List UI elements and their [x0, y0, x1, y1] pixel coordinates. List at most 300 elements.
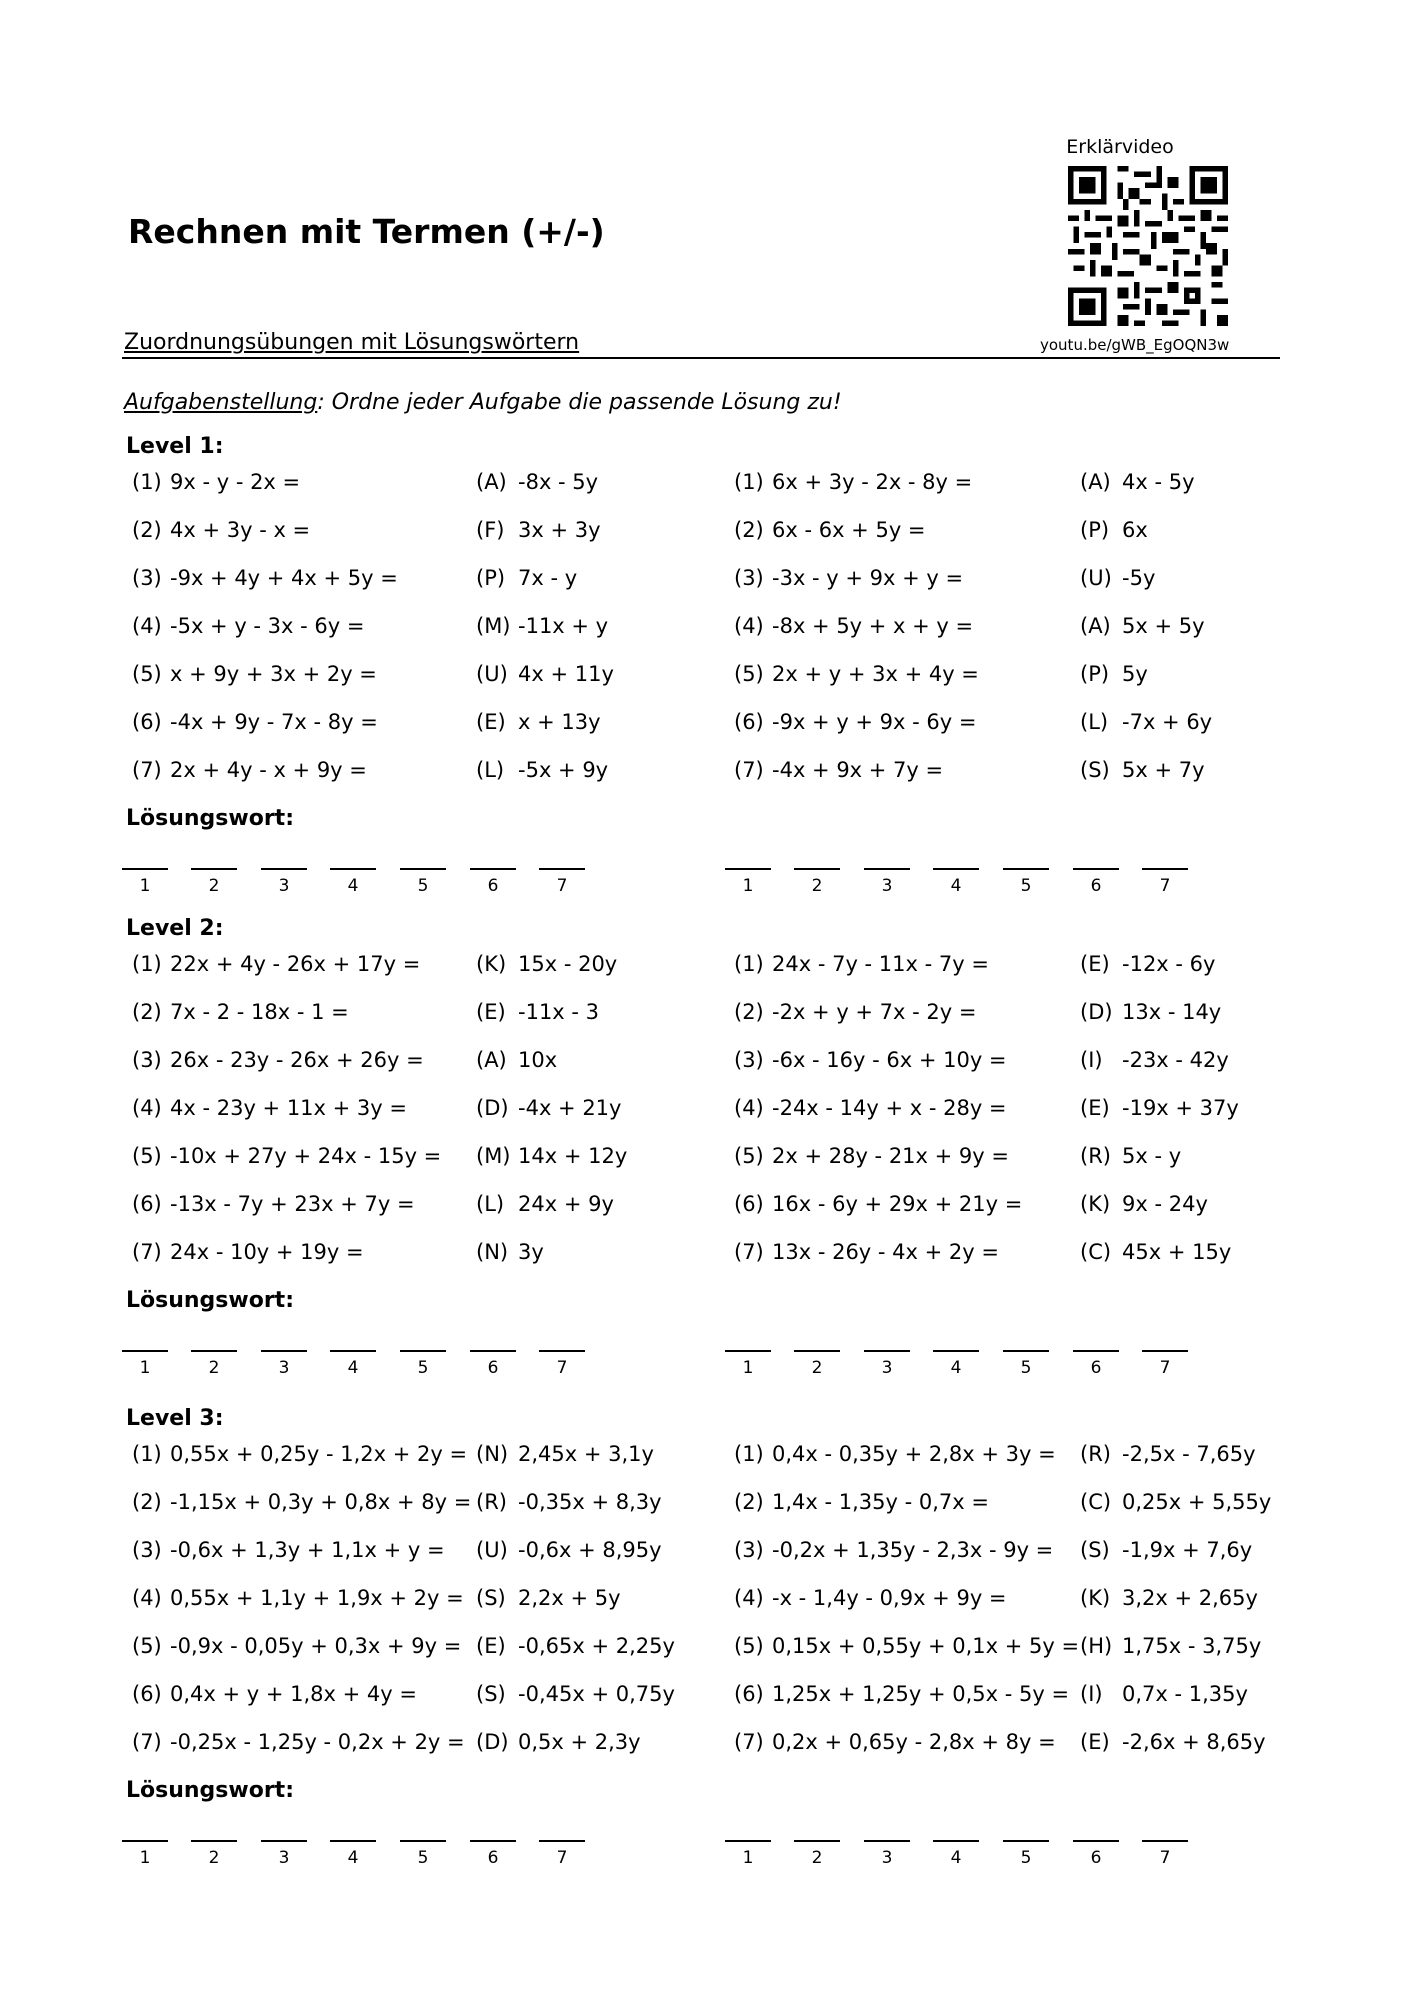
solution-row	[1080, 1682, 1280, 1712]
solution-value: -2,6x + 8,65y	[1122, 1730, 1266, 1754]
solution-value: -5y	[1122, 566, 1156, 590]
solution-value: -11x + y	[518, 614, 609, 638]
solution-row	[1080, 1490, 1280, 1520]
solution-letter: (D)	[476, 1096, 509, 1120]
answer-blank[interactable]	[191, 1350, 237, 1378]
answer-blank[interactable]	[794, 1840, 840, 1868]
solution-letter: (A)	[476, 1048, 507, 1072]
solution-word-label: Lösungswort:	[126, 1778, 294, 1803]
task-number: (4)	[132, 1096, 162, 1120]
blank-number: 2	[811, 1848, 823, 1868]
blank-number: 2	[208, 1358, 220, 1378]
blank-number: 7	[556, 876, 568, 896]
answer-line	[933, 1840, 979, 1842]
solution-value: 3x + 3y	[518, 518, 601, 542]
blank-number: 3	[881, 876, 893, 896]
answer-blank[interactable]	[864, 868, 910, 896]
answer-blank[interactable]	[330, 1350, 376, 1378]
answer-line	[1003, 868, 1049, 870]
solution-row	[476, 952, 676, 982]
task-expression: 7x - 2 - 18x - 1 =	[170, 1000, 349, 1024]
blank-number: 2	[208, 876, 220, 896]
task-row	[734, 1730, 1074, 1760]
answer-blank[interactable]	[400, 1350, 446, 1378]
blank-number: 2	[811, 1358, 823, 1378]
solution-value: -4x + 21y	[518, 1096, 622, 1120]
answer-line	[1073, 1350, 1119, 1352]
task-number: (1)	[734, 470, 764, 494]
task-row	[132, 710, 472, 740]
solution-row	[1080, 518, 1280, 548]
level-section	[0, 1406, 1414, 1876]
answer-blank[interactable]	[330, 1840, 376, 1868]
video-link[interactable]: youtu.be/gWB_EgOQN3w	[1040, 336, 1230, 354]
task-row	[734, 1586, 1074, 1616]
task-number: (4)	[132, 1586, 162, 1610]
task-row	[132, 1442, 472, 1472]
answer-line	[725, 1350, 771, 1352]
solution-word-label: Lösungswort:	[126, 806, 294, 831]
task-row	[132, 470, 472, 500]
task-expression: 1,4x - 1,35y - 0,7x =	[772, 1490, 989, 1514]
answer-blank[interactable]	[1003, 868, 1049, 896]
blank-number: 6	[487, 876, 499, 896]
task-number: (1)	[132, 1442, 162, 1466]
task-number: (7)	[132, 1240, 162, 1264]
solution-value: 7x - y	[518, 566, 578, 590]
solution-row	[476, 614, 676, 644]
task-row	[734, 566, 1074, 596]
answer-blank[interactable]	[122, 1840, 168, 1868]
solution-letter: (P)	[1080, 662, 1110, 686]
task-instruction	[124, 390, 842, 415]
blank-number: 1	[742, 876, 754, 896]
task-row	[132, 1192, 472, 1222]
task-number: (7)	[132, 1730, 162, 1754]
task-row	[132, 1682, 472, 1712]
task-row	[132, 518, 472, 548]
solution-word-label: Lösungswort:	[126, 1288, 294, 1313]
task-number: (7)	[734, 758, 764, 782]
task-expression: -24x - 14y + x - 28y =	[772, 1096, 1007, 1120]
solution-letter: (S)	[476, 1586, 506, 1610]
solution-row	[476, 1144, 676, 1174]
solution-value: -0,6x + 8,95y	[518, 1538, 662, 1562]
answer-blank[interactable]	[1142, 1840, 1188, 1868]
solution-value: 3,2x + 2,65y	[1122, 1586, 1258, 1610]
answer-blank[interactable]	[330, 868, 376, 896]
blank-number: 6	[1090, 876, 1102, 896]
task-row	[132, 1730, 472, 1760]
solution-letter: (E)	[476, 1000, 506, 1024]
task-expression: 0,55x + 0,25y - 1,2x + 2y =	[170, 1442, 468, 1466]
answer-blank[interactable]	[191, 1840, 237, 1868]
solution-value: 5x - y	[1122, 1144, 1182, 1168]
answer-blank[interactable]	[122, 1350, 168, 1378]
answer-blank[interactable]	[725, 868, 771, 896]
solution-letter: (I)	[1080, 1682, 1103, 1706]
answer-line	[794, 868, 840, 870]
level-title: Level 2:	[126, 916, 224, 941]
task-row	[132, 1144, 472, 1174]
solution-letter: (A)	[1080, 614, 1111, 638]
task-expression: -1,15x + 0,3y + 0,8x + 8y =	[170, 1490, 472, 1514]
page-title: Rechnen mit Termen (+/-)	[128, 212, 605, 251]
solution-letter: (R)	[1080, 1442, 1111, 1466]
task-row	[734, 1192, 1074, 1222]
solution-row	[1080, 1442, 1280, 1472]
answer-blank[interactable]	[1142, 868, 1188, 896]
task-expression: 0,15x + 0,55y + 0,1x + 5y =	[772, 1634, 1080, 1658]
task-number: (1)	[132, 470, 162, 494]
answer-line	[261, 1840, 307, 1842]
solution-row	[1080, 1096, 1280, 1126]
solution-letter: (E)	[1080, 1730, 1110, 1754]
solution-letter: (I)	[1080, 1048, 1103, 1072]
task-expression: 0,55x + 1,1y + 1,9x + 2y =	[170, 1586, 464, 1610]
answer-blank[interactable]	[470, 868, 516, 896]
answer-line	[191, 1840, 237, 1842]
task-expression: 6x + 3y - 2x - 8y =	[772, 470, 973, 494]
solution-value: 13x - 14y	[1122, 1000, 1222, 1024]
task-expression: 6x - 6x + 5y =	[772, 518, 926, 542]
solution-row	[476, 1096, 676, 1126]
task-expression: 0,4x - 0,35y + 2,8x + 3y =	[772, 1442, 1056, 1466]
task-expression: 22x + 4y - 26x + 17y =	[170, 952, 421, 976]
solution-row	[1080, 1730, 1280, 1760]
level-section	[0, 916, 1414, 1386]
task-expression: 0,2x + 0,65y - 2,8x + 8y =	[772, 1730, 1056, 1754]
task-row	[734, 1096, 1074, 1126]
task-expression: -9x + 4y + 4x + 5y =	[170, 566, 398, 590]
answer-line	[864, 1350, 910, 1352]
task-number: (1)	[734, 1442, 764, 1466]
solution-row	[1080, 662, 1280, 692]
answer-line	[539, 1350, 585, 1352]
solution-letter: (K)	[476, 952, 507, 976]
answer-blank[interactable]	[191, 868, 237, 896]
solution-value: 45x + 15y	[1122, 1240, 1232, 1264]
answer-blank[interactable]	[1142, 1350, 1188, 1378]
task-row	[734, 1144, 1074, 1174]
blank-number: 6	[1090, 1848, 1102, 1868]
answer-line	[261, 1350, 307, 1352]
task-expression: -9x + y + 9x - 6y =	[772, 710, 977, 734]
answer-line	[1003, 1350, 1049, 1352]
task-number: (3)	[734, 1048, 764, 1072]
blank-number: 7	[1159, 876, 1171, 896]
solution-value: 24x + 9y	[518, 1192, 614, 1216]
answer-line	[330, 1350, 376, 1352]
task-label: Aufgabenstellung	[124, 390, 318, 415]
solution-row	[1080, 1634, 1280, 1664]
answer-blank[interactable]	[261, 1840, 307, 1868]
task-expression: 26x - 23y - 26x + 26y =	[170, 1048, 424, 1072]
solution-row	[1080, 952, 1280, 982]
solution-value: 0,7x - 1,35y	[1122, 1682, 1248, 1706]
task-row	[734, 1442, 1074, 1472]
answer-blank[interactable]	[470, 1350, 516, 1378]
blank-number: 6	[487, 1358, 499, 1378]
blank-number: 3	[278, 1848, 290, 1868]
answer-blank[interactable]	[725, 1840, 771, 1868]
task-expression: -10x + 27y + 24x - 15y =	[170, 1144, 442, 1168]
solution-row	[476, 1586, 676, 1616]
task-row	[734, 952, 1074, 982]
task-expression: -x - 1,4y - 0,9x + 9y =	[772, 1586, 1007, 1610]
solution-row	[476, 758, 676, 788]
task-row	[132, 1000, 472, 1030]
task-expression: -8x + 5y + x + y =	[772, 614, 974, 638]
solution-letter: (L)	[476, 1192, 505, 1216]
blank-number: 4	[347, 1358, 359, 1378]
answer-blank[interactable]	[933, 1350, 979, 1378]
solution-value: 4x + 11y	[518, 662, 614, 686]
solution-letter: (M)	[476, 614, 511, 638]
answer-blank[interactable]	[539, 1350, 585, 1378]
solution-value: 0,5x + 2,3y	[518, 1730, 641, 1754]
solution-letter: (S)	[1080, 758, 1110, 782]
solution-value: -1,9x + 7,6y	[1122, 1538, 1253, 1562]
task-row	[734, 1682, 1074, 1712]
answer-line	[122, 868, 168, 870]
blank-number: 1	[139, 1848, 151, 1868]
solution-value: 1,75x - 3,75y	[1122, 1634, 1262, 1658]
task-expression: 4x + 3y - x =	[170, 518, 311, 542]
solution-value: -0,35x + 8,3y	[518, 1490, 662, 1514]
solution-letter: (U)	[476, 1538, 508, 1562]
answer-blank[interactable]	[539, 868, 585, 896]
solution-row	[476, 566, 676, 596]
task-number: (5)	[734, 1144, 764, 1168]
solution-value: -23x - 42y	[1122, 1048, 1229, 1072]
answer-line	[725, 868, 771, 870]
blank-number: 1	[139, 1358, 151, 1378]
solution-row	[476, 1240, 676, 1270]
solution-row	[1080, 470, 1280, 500]
solution-row	[476, 1442, 676, 1472]
solution-row	[1080, 710, 1280, 740]
solution-row	[476, 1000, 676, 1030]
task-number: (6)	[132, 710, 162, 734]
task-number: (6)	[734, 710, 764, 734]
blank-number: 4	[950, 1358, 962, 1378]
answer-blank[interactable]	[864, 1840, 910, 1868]
answer-blank[interactable]	[864, 1350, 910, 1378]
solution-row	[476, 710, 676, 740]
task-expression: -0,2x + 1,35y - 2,3x - 9y =	[772, 1538, 1054, 1562]
task-expression: 24x - 7y - 11x - 7y =	[772, 952, 989, 976]
solution-value: -0,45x + 0,75y	[518, 1682, 675, 1706]
solution-value: -11x - 3	[518, 1000, 600, 1024]
level-title: Level 3:	[126, 1406, 224, 1431]
solution-letter: (C)	[1080, 1490, 1112, 1514]
task-expression: -6x - 16y - 6x + 10y =	[772, 1048, 1007, 1072]
solution-value: 2,2x + 5y	[518, 1586, 621, 1610]
blank-number: 7	[1159, 1848, 1171, 1868]
task-number: (7)	[734, 1730, 764, 1754]
task-row	[132, 662, 472, 692]
task-expression: -0,25x - 1,25y - 0,2x + 2y =	[170, 1730, 465, 1754]
solution-value: 6x	[1122, 518, 1148, 542]
task-row	[734, 1538, 1074, 1568]
solution-row	[1080, 1192, 1280, 1222]
answer-blank[interactable]	[400, 868, 446, 896]
task-number: (5)	[734, 662, 764, 686]
answer-blank[interactable]	[725, 1350, 771, 1378]
answer-blank[interactable]	[1073, 1350, 1119, 1378]
blank-number: 1	[139, 876, 151, 896]
blank-number: 4	[347, 1848, 359, 1868]
task-number: (2)	[132, 518, 162, 542]
solution-value: 5x + 7y	[1122, 758, 1205, 782]
blank-number: 5	[1020, 1848, 1032, 1868]
answer-blank[interactable]	[794, 1350, 840, 1378]
task-expression: -3x - y + 9x + y =	[772, 566, 964, 590]
task-number: (1)	[132, 952, 162, 976]
task-number: (3)	[132, 566, 162, 590]
answer-line	[400, 868, 446, 870]
answer-blank[interactable]	[1073, 1840, 1119, 1868]
solution-letter: (U)	[476, 662, 508, 686]
answer-line	[400, 1840, 446, 1842]
task-number: (3)	[132, 1538, 162, 1562]
answer-blank[interactable]	[1003, 1840, 1049, 1868]
answer-line	[470, 868, 516, 870]
answer-line	[470, 1350, 516, 1352]
solution-letter: (L)	[476, 758, 505, 782]
blank-number: 2	[811, 876, 823, 896]
task-row	[132, 1096, 472, 1126]
task-row	[734, 1048, 1074, 1078]
task-expression: 13x - 26y - 4x + 2y =	[772, 1240, 999, 1264]
solution-value: 2,45x + 3,1y	[518, 1442, 654, 1466]
answer-blank[interactable]	[261, 1350, 307, 1378]
blank-number: 7	[1159, 1358, 1171, 1378]
answer-blank[interactable]	[1073, 868, 1119, 896]
answer-line	[191, 1350, 237, 1352]
task-number: (2)	[132, 1490, 162, 1514]
task-number: (1)	[734, 952, 764, 976]
solution-letter: (P)	[1080, 518, 1110, 542]
task-expression: 1,25x + 1,25y + 0,5x - 5y =	[772, 1682, 1070, 1706]
solution-row	[476, 1490, 676, 1520]
task-expression: -0,6x + 1,3y + 1,1x + y =	[170, 1538, 445, 1562]
blank-number: 5	[1020, 1358, 1032, 1378]
solution-value: 15x - 20y	[518, 952, 618, 976]
solution-letter: (D)	[1080, 1000, 1113, 1024]
answer-line	[191, 868, 237, 870]
header-divider	[122, 357, 1280, 359]
solution-value: -12x - 6y	[1122, 952, 1216, 976]
answer-blank[interactable]	[470, 1840, 516, 1868]
solution-value: x + 13y	[518, 710, 601, 734]
solution-letter: (D)	[476, 1730, 509, 1754]
answer-blank[interactable]	[933, 868, 979, 896]
blank-number: 6	[487, 1848, 499, 1868]
task-expression: -4x + 9x + 7y =	[772, 758, 944, 782]
blank-number: 4	[347, 876, 359, 896]
answer-blank[interactable]	[539, 1840, 585, 1868]
task-expression: 0,4x + y + 1,8x + 4y =	[170, 1682, 417, 1706]
blank-number: 5	[417, 1358, 429, 1378]
task-expression: 2x + y + 3x + 4y =	[772, 662, 979, 686]
solution-letter: (K)	[1080, 1192, 1111, 1216]
task-row	[132, 1490, 472, 1520]
task-row	[132, 758, 472, 788]
solution-letter: (N)	[476, 1442, 509, 1466]
task-number: (6)	[132, 1192, 162, 1216]
blank-number: 1	[742, 1358, 754, 1378]
task-expression: x + 9y + 3x + 2y =	[170, 662, 377, 686]
task-row	[132, 1240, 472, 1270]
answer-line	[864, 1840, 910, 1842]
task-expression: -0,9x - 0,05y + 0,3x + 9y =	[170, 1634, 462, 1658]
answer-blank[interactable]	[933, 1840, 979, 1868]
solution-letter: (E)	[1080, 1096, 1110, 1120]
answer-blank[interactable]	[1003, 1350, 1049, 1378]
task-row	[132, 566, 472, 596]
level-title: Level 1:	[126, 434, 224, 459]
solution-value: 0,25x + 5,55y	[1122, 1490, 1272, 1514]
task-number: (5)	[132, 662, 162, 686]
task-number: (7)	[132, 758, 162, 782]
task-number: (4)	[734, 614, 764, 638]
answer-line	[725, 1840, 771, 1842]
solution-value: -7x + 6y	[1122, 710, 1213, 734]
task-number: (3)	[734, 566, 764, 590]
task-number: (4)	[734, 1096, 764, 1120]
solution-value: 5x + 5y	[1122, 614, 1205, 638]
task-number: (6)	[734, 1192, 764, 1216]
solution-row	[1080, 1144, 1280, 1174]
answer-line	[539, 868, 585, 870]
answer-line	[261, 868, 307, 870]
task-row	[132, 1634, 472, 1664]
answer-blank[interactable]	[794, 868, 840, 896]
task-row	[734, 662, 1074, 692]
task-number: (6)	[734, 1682, 764, 1706]
task-number: (5)	[734, 1634, 764, 1658]
task-expression: 16x - 6y + 29x + 21y =	[772, 1192, 1023, 1216]
answer-blank[interactable]	[122, 868, 168, 896]
solution-letter: (S)	[1080, 1538, 1110, 1562]
qr-code-icon[interactable]	[1068, 166, 1228, 326]
answer-line	[1003, 1840, 1049, 1842]
level-section	[0, 434, 1414, 904]
solution-letter: (E)	[476, 1634, 506, 1658]
solution-letter: (C)	[1080, 1240, 1112, 1264]
solution-letter: (N)	[476, 1240, 509, 1264]
solution-row	[476, 518, 676, 548]
answer-line	[1142, 1350, 1188, 1352]
solution-letter: (A)	[1080, 470, 1111, 494]
blank-number: 6	[1090, 1358, 1102, 1378]
answer-blank[interactable]	[400, 1840, 446, 1868]
solution-letter: (H)	[1080, 1634, 1113, 1658]
solution-row	[476, 1048, 676, 1078]
blank-number: 7	[556, 1848, 568, 1868]
blank-number: 2	[208, 1848, 220, 1868]
solution-row	[1080, 1538, 1280, 1568]
answer-blank[interactable]	[261, 868, 307, 896]
answer-line	[470, 1840, 516, 1842]
solution-row	[1080, 1586, 1280, 1616]
solution-row	[476, 1730, 676, 1760]
answer-line	[330, 1840, 376, 1842]
task-number: (7)	[734, 1240, 764, 1264]
subtitle: Zuordnungsübungen mit Lösungswörtern	[124, 330, 580, 355]
